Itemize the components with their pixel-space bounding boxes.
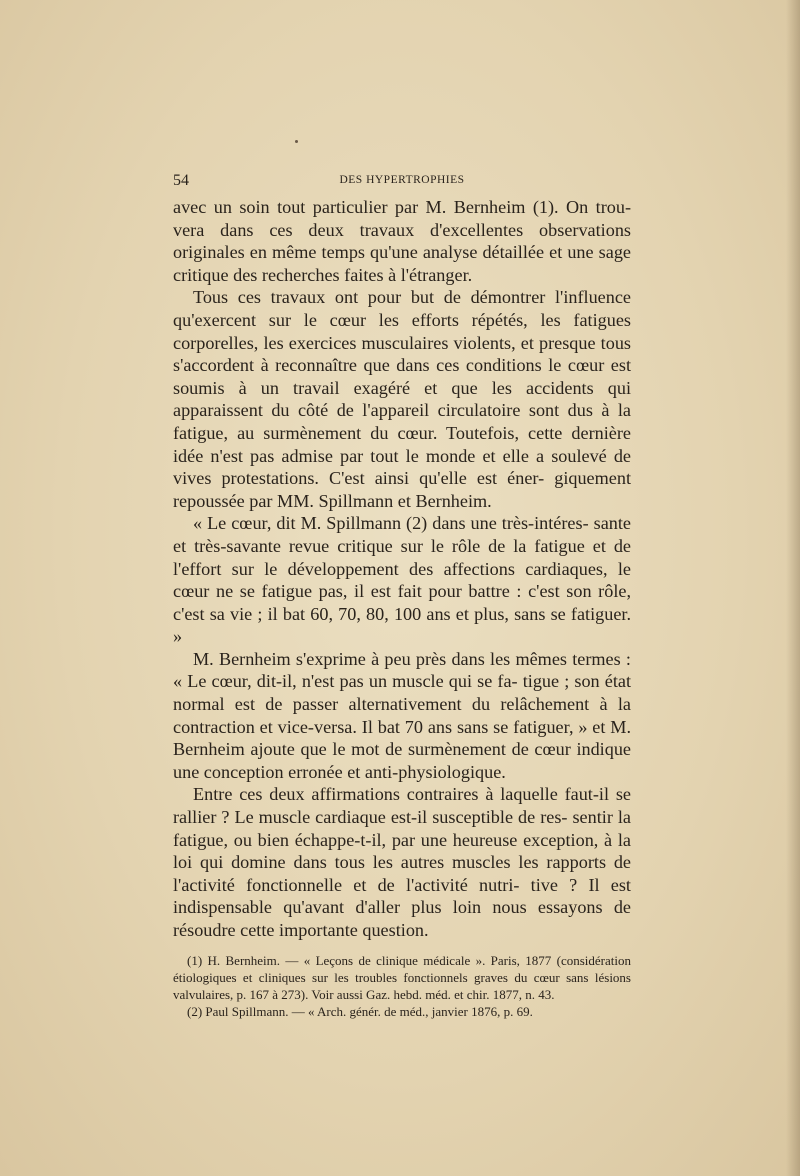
line: Tous ces travaux ont pour but de démontrer l'influence [193,287,631,308]
line: Entre ces deux affirmations contraires à laquelle faut-il [193,784,616,805]
body-text [173,196,631,942]
line: tigue ; son état normal est de passer alternativement du [173,671,632,715]
line: dernière idée n'est pas admise par tout le monde et elle a [173,422,631,466]
footnote-1: (1) H. Bernheim. — « Leçons de clinique médicale ». Paris, 1877 (considération étiologiques et cliniques sur les troubles fonctionnels graves du cœur sans lésions valvulaires, p. 167 à 273). Voir aussi Gaz. hebd. méd. et chir. 1877, n. 43. [173,952,631,1002]
line: tous s'accordent à reconnaître que dans ces conditions le [173,332,631,376]
line: originales en même temps qu'une analyse détaillée et une [173,242,599,263]
line: tive ? Il est indispensable qu'avant d'aller plus loin nous [173,874,631,918]
line: sante et très-savante revue critique sur le rôle de la fatigue [173,513,631,556]
line: soulevé de vives protestations. C'est ainsi qu'elle est éner- [173,445,631,489]
line: à la fatigue, au surmènement du cœur. Toutefois, cette [173,400,631,443]
page-header [173,172,631,196]
line: et de l'effort sur le développement des affections cardiaques, [173,535,631,579]
line: exception, à la loi qui domine dans tous les autres muscles [173,829,631,873]
line: sentir la fatigue, ou bien échappe-t-il, par une heureuse [173,807,631,850]
line: avec un soin tout particulier par M. Bernheim (1). On trou- [173,197,631,217]
footnote-2: (2) Paul Spillmann. — « Arch. génér. de méd., janvier 1876, p. 69. [187,1004,533,1020]
line: se rallier ? Le muscle cardiaque est-il susceptible de res- [173,784,631,828]
line: qui apparaissent du côté de l'appareil circulatoire sont dus [173,377,631,421]
paragraph-1 [173,196,631,286]
line: corporelles, les exercices musculaires violents, et presque [173,332,601,353]
paragraph-2 [173,286,631,512]
running-head: DES HYPERTROPHIES [339,174,465,186]
page-edge-shadow [786,0,800,1176]
line: cœur est soumis à un travail exagéré et que les accidents [173,355,632,398]
book-page [173,172,631,1020]
line: sage critique des recherches faites à l'étranger. [173,242,631,285]
line: essayons de résoudre cette importante question. [173,897,631,940]
footnotes [173,952,631,1021]
line: se fatiguer. » [173,603,631,647]
line: relâchement à la contraction et vice-versa. Il bat 70 ans [173,694,632,737]
line: vera dans ces deux travaux d'excellentes observations [173,219,631,240]
line: et anti-physiologique. [347,761,506,782]
page-number: 54 [173,172,189,189]
line: qu'exercent sur le cœur les efforts répétés, les fatigues [173,309,631,330]
paragraph-5 [173,783,631,941]
line: rôle, c'est sa vie ; il bat 60, 70, 80, 100 ans et plus, sans [173,581,631,624]
paragraph-4 [173,648,631,784]
line: sans se fatiguer, » et M. Bernheim ajoute que le mot [173,716,632,760]
line: « Le cœur, dit M. Spillmann (2) dans une très-intéres- [193,513,589,534]
line: les rapports de l'activité fonctionnelle et de l'activité nutri- [173,852,632,895]
speck [295,140,298,143]
line: giquement repoussée par MM. Spillmann et Bernheim. [173,468,631,511]
line: M. Bernheim s'exprime à peu près dans les mêmes [193,648,573,669]
line: le cœur ne se fatigue pas, il est fait pour battre : c'est son [173,558,631,602]
paragraph-3 [173,512,631,648]
line: de surmènement de cœur indique une conception erronée [173,739,631,782]
line: termes : « Le cœur, dit-il, n'est pas un muscle qui se fa- [173,648,631,692]
